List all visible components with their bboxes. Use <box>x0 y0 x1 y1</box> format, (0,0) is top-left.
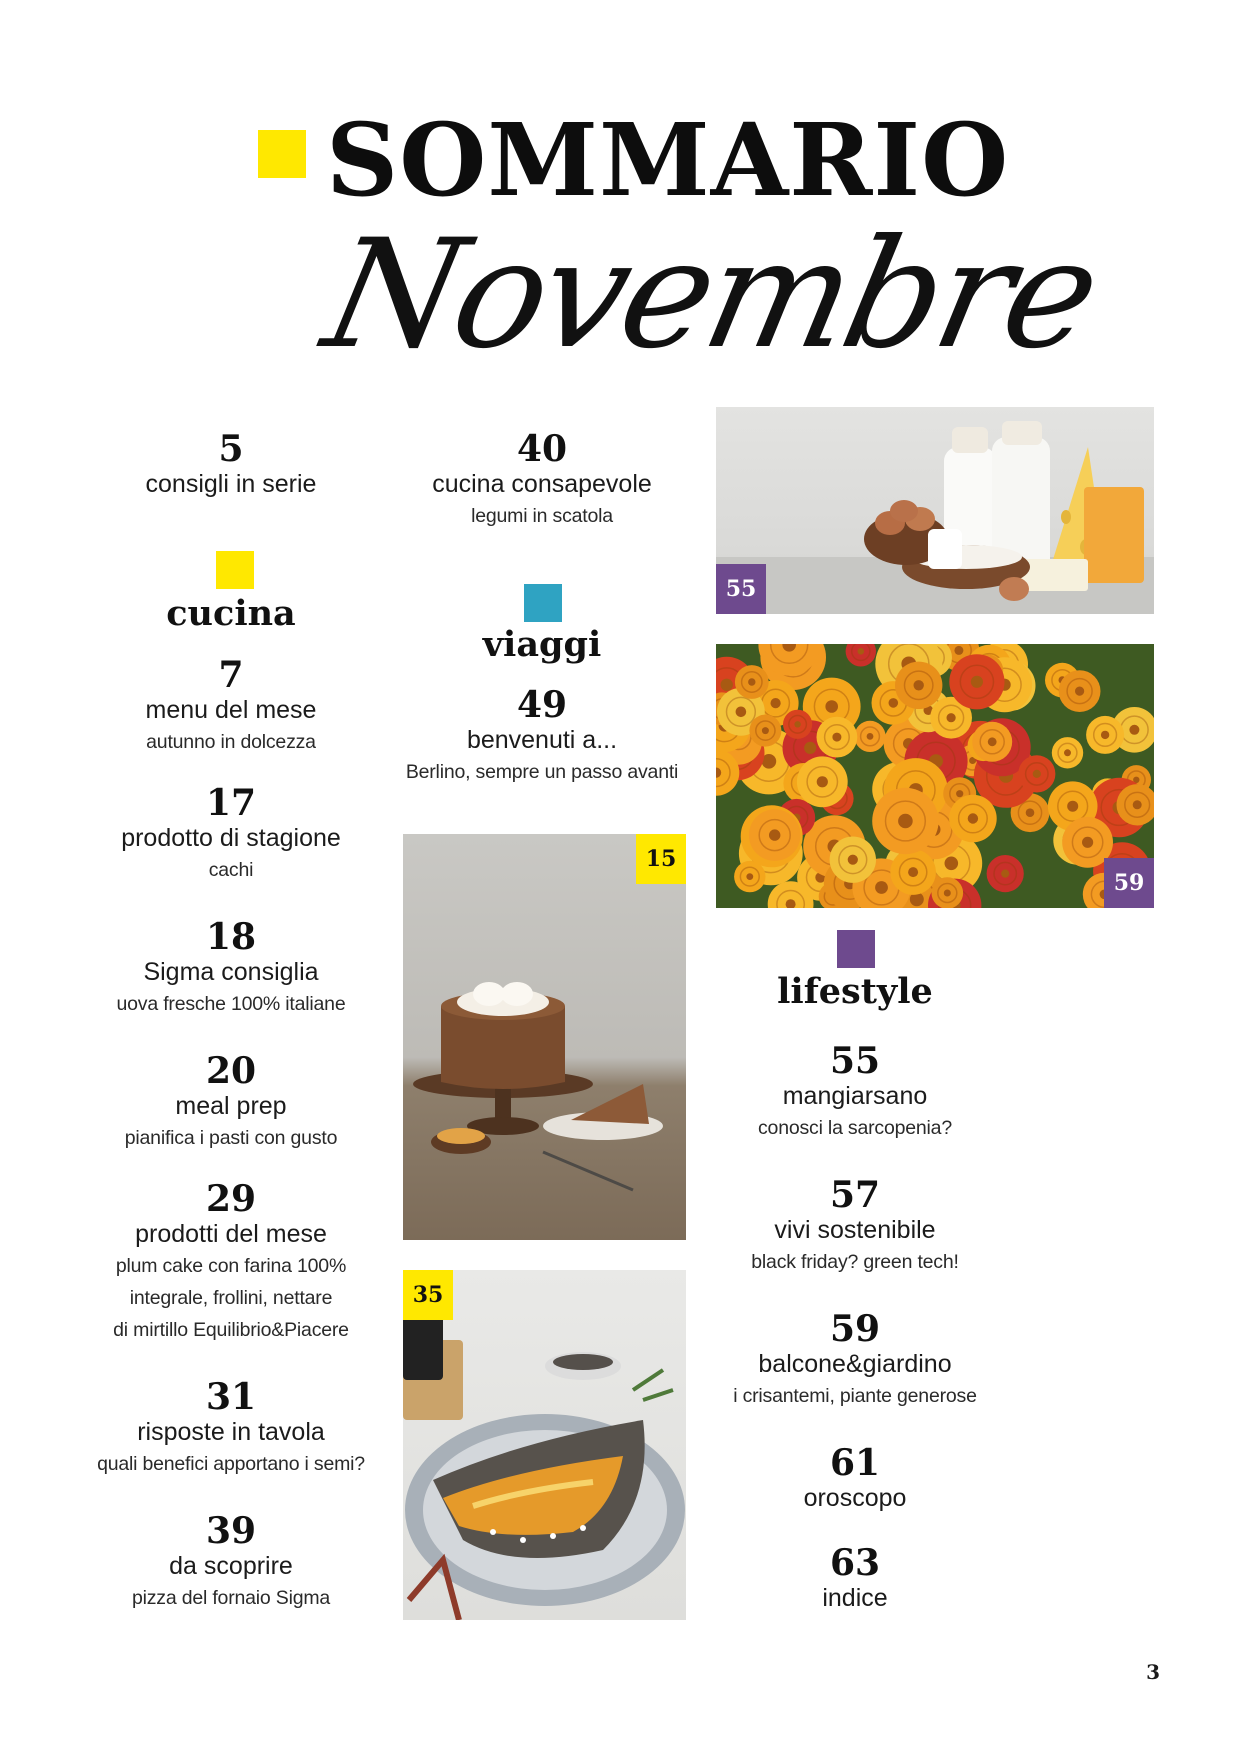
entry-title: menu del mese <box>145 696 317 724</box>
entry-subtitle: legumi in scatola <box>471 505 613 527</box>
flower-center <box>858 648 865 655</box>
page-number: 20 <box>205 1050 257 1092</box>
page-title: SOMMARIO <box>326 101 1010 219</box>
flower-center <box>914 680 924 690</box>
flower-center <box>898 814 913 829</box>
flower-center <box>947 713 956 722</box>
toc-entry[interactable] <box>710 1042 1000 1144</box>
entry-title: prodotti del mese <box>135 1220 327 1248</box>
flower-center <box>945 857 959 871</box>
flower-center <box>956 790 963 797</box>
toc-entry[interactable] <box>400 430 684 532</box>
flower-center <box>817 776 828 787</box>
flower-center <box>1133 800 1142 809</box>
entry-subtitle: conosci la sarcopenia? <box>758 1117 952 1139</box>
entry-title: oroscopo <box>803 1484 907 1512</box>
photo-page-badge: 35 <box>403 1270 453 1320</box>
flower-center <box>944 890 951 897</box>
flower-center <box>771 698 781 708</box>
toc-entry[interactable] <box>82 1378 380 1480</box>
flower-center <box>746 873 753 880</box>
entry-title: mangiarsano <box>782 1082 928 1110</box>
section-heading-viaggi: viaggi <box>482 624 602 665</box>
page-number: 59 <box>829 1308 881 1350</box>
flower-center <box>1033 770 1041 778</box>
page-number: 18 <box>205 916 257 958</box>
page-number: 61 <box>829 1442 881 1484</box>
entry-subtitle: di mirtillo Equilibrio&Piacere <box>113 1319 349 1341</box>
entry-title: da scoprire <box>169 1552 293 1580</box>
flower-center <box>1067 801 1078 812</box>
toc-entry[interactable] <box>82 1180 380 1346</box>
page-number: 63 <box>829 1542 881 1584</box>
flower-center <box>748 678 755 685</box>
flower-center <box>1101 731 1109 739</box>
column-lifestyle <box>710 930 1000 1630</box>
toc-entry[interactable] <box>710 1544 1000 1614</box>
crepe-illustration <box>403 1270 686 1620</box>
title-accent-square <box>258 130 306 178</box>
toc-entry[interactable] <box>710 1176 1000 1278</box>
flower-center <box>971 676 983 688</box>
page-number: 57 <box>829 1174 881 1216</box>
flower-center <box>1129 725 1139 735</box>
photo-page-badge: 15 <box>636 834 686 884</box>
flower-center <box>954 646 963 655</box>
flower-center <box>1001 870 1009 878</box>
flower-center <box>848 855 858 865</box>
chrysanthemums-photo[interactable] <box>716 644 1154 908</box>
column-cucina <box>82 430 380 1630</box>
page-number: 7 <box>218 654 244 696</box>
page-number: 49 <box>516 684 568 726</box>
cake-illustration <box>403 834 686 1240</box>
chrysanthemum-illustration <box>716 644 1154 908</box>
flower-center <box>762 727 769 734</box>
flower-center <box>1064 749 1071 756</box>
column-viaggi <box>400 430 684 810</box>
entry-subtitle: cachi <box>208 859 254 881</box>
entry-title: cucina consapevole <box>432 470 652 498</box>
entry-title: Sigma consiglia <box>143 958 319 986</box>
section-heading-lifestyle: lifestyle <box>777 971 933 1012</box>
toc-entry[interactable] <box>710 1444 1000 1514</box>
flower-center <box>794 721 800 727</box>
entry-subtitle: quali benefici apportano i semi? <box>97 1453 365 1475</box>
page-number: 39 <box>205 1510 257 1552</box>
entry-title: vivi sostenibile <box>774 1216 936 1244</box>
entry-subtitle: integrale, frollini, nettare <box>129 1287 333 1309</box>
entry-subtitle: uova fresche 100% italiane <box>116 993 346 1015</box>
toc-entry[interactable] <box>710 1310 1000 1412</box>
entry-subtitle: plum cake con farina 100% <box>115 1255 347 1277</box>
flower-center <box>736 707 747 718</box>
entry-title: balcone&giardino <box>758 1350 952 1378</box>
flower-center <box>867 733 874 740</box>
flower-center <box>908 867 918 877</box>
viaggi-square <box>524 584 562 622</box>
flower-center <box>1082 837 1093 848</box>
toc-entry[interactable] <box>82 1052 380 1154</box>
entry-title: consigli in serie <box>145 470 317 498</box>
entry-title: benvenuti a... <box>466 726 618 754</box>
toc-entry[interactable] <box>82 430 380 500</box>
page-number: 55 <box>829 1040 881 1082</box>
toc-entry[interactable] <box>400 686 684 788</box>
entry-title: indice <box>822 1584 888 1612</box>
flower-blossom <box>846 644 876 667</box>
toc-entry[interactable] <box>82 918 380 1020</box>
toc-entry[interactable] <box>82 656 380 758</box>
entry-title: meal prep <box>175 1092 287 1120</box>
entry-subtitle: black friday? green tech! <box>751 1251 959 1273</box>
page-number: 40 <box>516 428 568 470</box>
entry-title: risposte in tavola <box>137 1418 325 1446</box>
month-script-title: Novembre <box>311 208 1111 382</box>
entry-subtitle: pianifica i pasti con gusto <box>124 1127 338 1149</box>
cake-photo[interactable] <box>403 834 686 1240</box>
page-number: 5 <box>218 428 244 470</box>
entry-subtitle: Berlino, sempre un passo avanti <box>405 761 679 783</box>
flower-center <box>875 881 888 894</box>
flower-center <box>988 737 997 746</box>
dairy-products-photo[interactable] <box>716 407 1154 614</box>
toc-entry[interactable] <box>82 784 380 886</box>
page-number: 29 <box>205 1178 257 1220</box>
photo-page-badge: 59 <box>1104 858 1154 908</box>
flower-center <box>1075 687 1084 696</box>
entry-subtitle: i crisantemi, piante generose <box>733 1385 977 1407</box>
flower-center <box>1026 808 1035 817</box>
folio-page-number: 3 <box>1146 1660 1160 1684</box>
flower-center <box>804 742 816 754</box>
flower-center <box>889 698 899 708</box>
entry-title: prodotto di stagione <box>121 824 341 852</box>
dairy-illustration <box>716 407 1154 614</box>
entry-subtitle: pizza del fornaio Sigma <box>131 1587 331 1609</box>
page-number: 17 <box>205 782 257 824</box>
cucina-square <box>216 551 254 589</box>
section-heading-cucina: cucina <box>166 593 296 634</box>
entry-subtitle: autunno in dolcezza <box>146 731 316 753</box>
flower-center <box>769 829 780 840</box>
flower-center <box>968 813 978 823</box>
flower-center <box>832 733 841 742</box>
flower-center <box>825 700 838 713</box>
crepe-photo[interactable] <box>403 1270 686 1620</box>
lifestyle-square <box>837 930 875 968</box>
flower-center <box>721 679 733 691</box>
page-number: 31 <box>205 1376 257 1418</box>
photo-page-badge: 55 <box>716 564 766 614</box>
toc-entry[interactable] <box>82 1512 380 1614</box>
